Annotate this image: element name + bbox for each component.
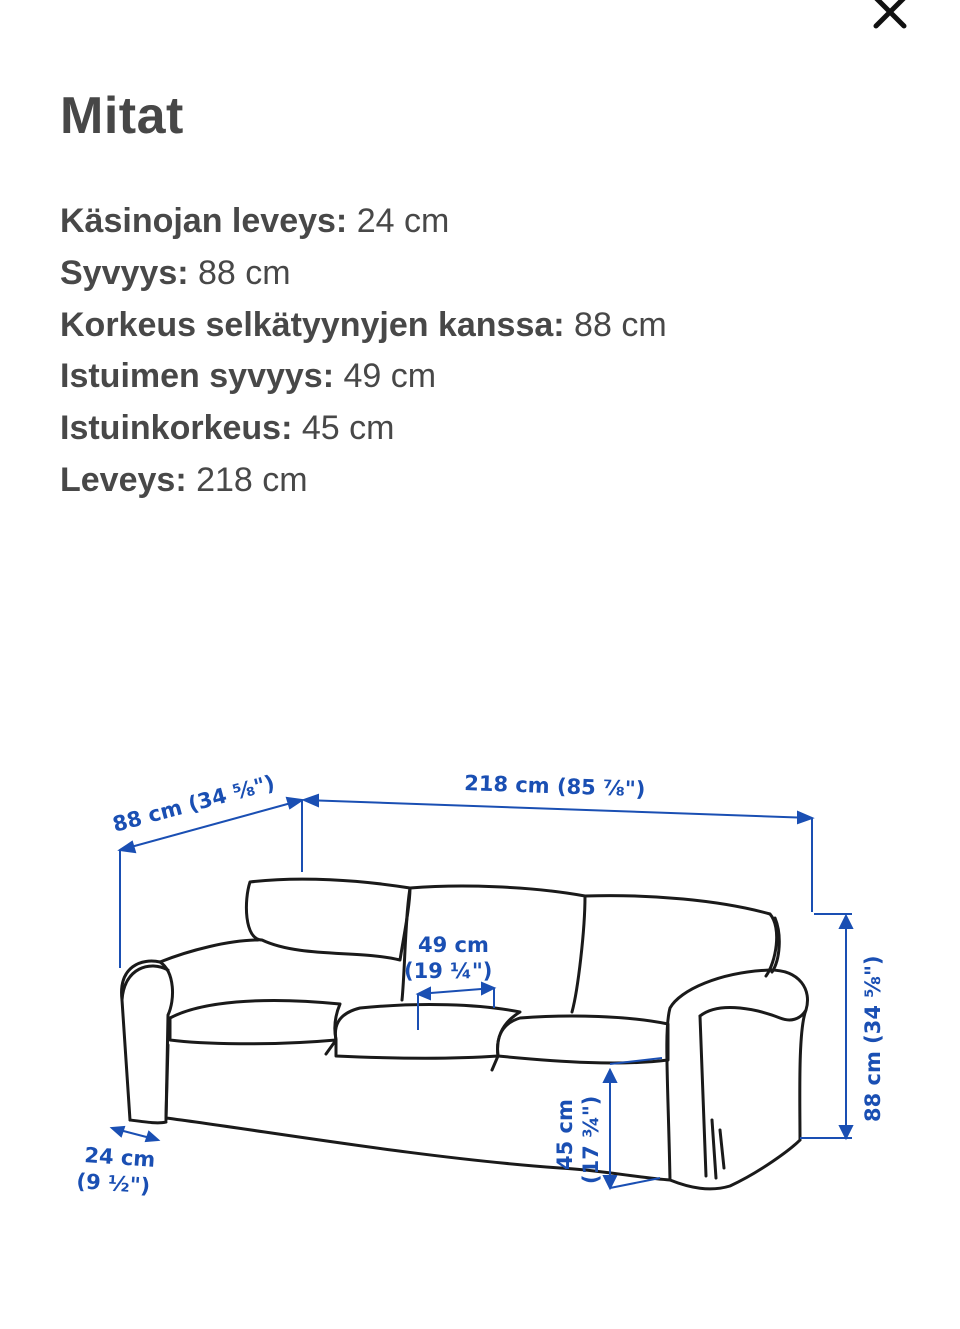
dimension-list (60, 196, 667, 507)
dimension-lines (112, 795, 852, 1188)
sofa-dimension-drawing (0, 740, 960, 1260)
dimension-row (60, 403, 667, 455)
dimension-value: 24 cm (347, 202, 450, 240)
page-title: Mitat (60, 87, 184, 145)
dimension-row (60, 455, 667, 507)
dimension-row (60, 351, 667, 403)
dimension-row (60, 300, 667, 352)
dimension-label: Syvyys: (60, 253, 189, 292)
height-label: 88 cm (34 ⅝") (861, 955, 885, 1122)
seat-depth-cm-label: 49 cm (418, 933, 489, 957)
dimension-value: 49 cm (334, 357, 437, 396)
seat-depth-in-label: (19 ¼") (404, 959, 493, 983)
sofa-outline (122, 879, 808, 1189)
seat-height-cm-label: 45 cm (553, 1099, 577, 1170)
arm-width-in-label: (9 ½") (75, 1169, 151, 1199)
dimension-row (60, 196, 667, 248)
seat-height-in-label: (17 ¾") (579, 1095, 603, 1184)
width-label: 218 cm (85 ⅞") (463, 771, 646, 802)
close-button[interactable] (862, 0, 918, 34)
dimension-label: Käsinojan leveys: (60, 202, 348, 240)
dimension-row (60, 248, 667, 300)
dimension-value: 88 cm (188, 253, 291, 292)
depth-label: 88 cm (34 ⅝") (110, 770, 278, 837)
close-icon (872, 0, 908, 30)
dimension-label: Korkeus selkätyynyjen kanssa: (60, 305, 565, 344)
dimension-label: Istuimen syvyys: (60, 357, 335, 396)
dimension-label: Leveys: (60, 460, 187, 499)
dimension-label: Istuinkorkeus: (60, 409, 293, 448)
arm-width-cm-label: 24 cm (83, 1143, 157, 1172)
dimension-value: 45 cm (292, 409, 395, 448)
dimension-value: 88 cm (564, 305, 667, 344)
dimension-value: 218 cm (186, 460, 308, 499)
